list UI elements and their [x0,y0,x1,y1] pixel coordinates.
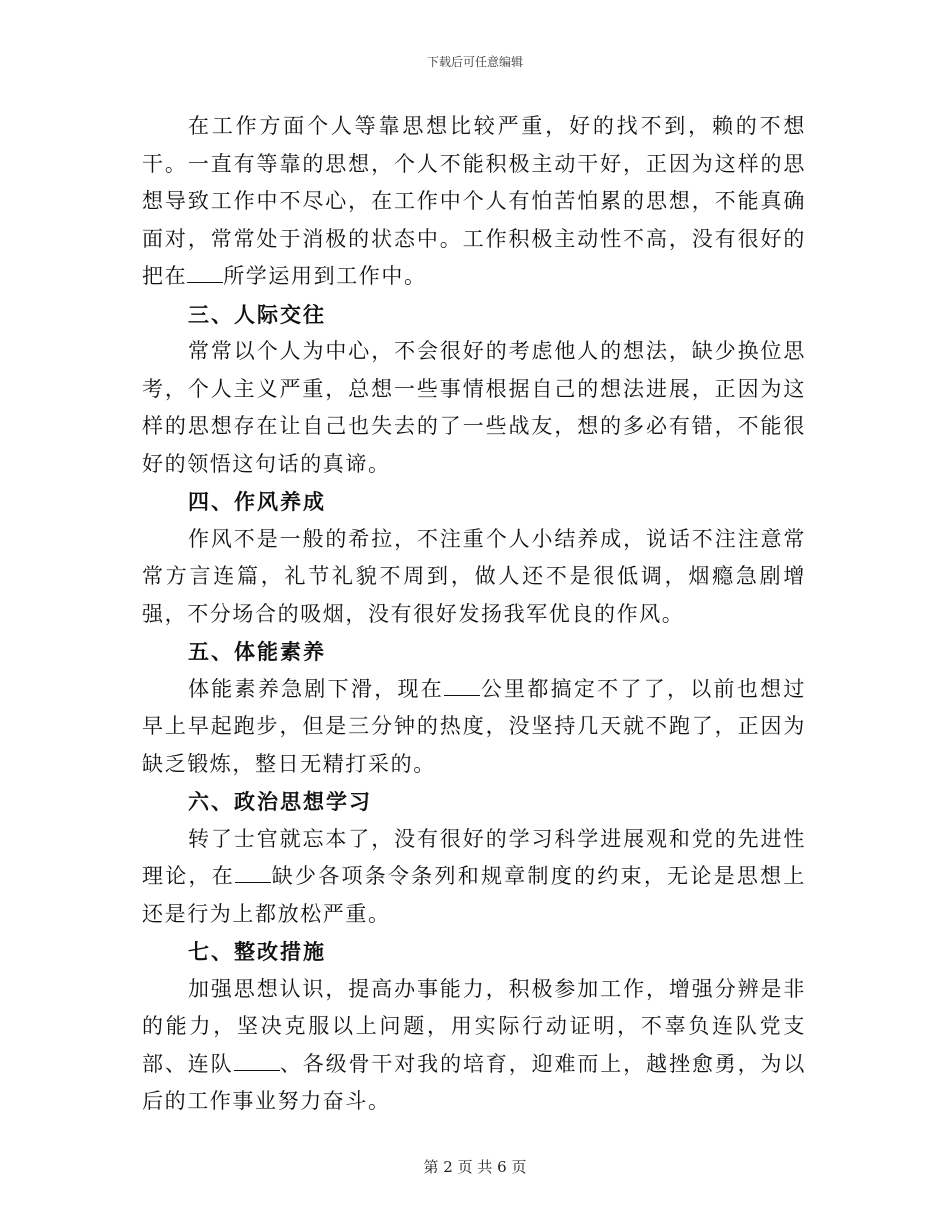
fill-in-blank [187,264,223,283]
work-paragraph [142,108,806,296]
section-heading-rectification: 七、整改措施 [188,939,326,964]
rectification-paragraph-text-a: 加强思想认识，提高办事能力，积极参加工作，增强分辨是非的能力，坚决克服以上问题，用实际行动证明，不辜负连队党支部、连队 [142,976,806,1076]
work-paragraph-text-a: 在工作方面个人等靠思想比较严重，好的找不到，赖的不想干。一直有等靠的思想，个人不能积极主动干好，正因为这样的思想导致工作中不尽心，在工作中个人有怕苦怕累的思想，不能真确面对，常常处于消极的状态中。工作积极主动性不高，没有很好的把在 [142,114,806,288]
section-heading-fitness: 五、体能素养 [188,639,326,664]
fill-in-blank [444,677,480,696]
fill-in-blank [234,1052,280,1071]
fitness-paragraph-text-a: 体能素养急剧下滑，现在 [188,676,445,701]
political-study-paragraph-text-b: 缺少各项条令条列和规章制度的约束，无论是思想上还是行为上都放松严重。 [142,864,806,926]
work-paragraph-text-b: 所学运用到工作中。 [223,264,427,288]
conduct-paragraph: 作风不是一般的希拉，不注重个人小结养成，说话不注注意常常方言连篇，礼节礼貌不周到，做人还不是很低调，烟瘾急剧增强，不分场合的吸烟，没有很好发扬我军优良的作风。 [142,526,806,626]
political-study-paragraph-text-a: 转了士官就忘本了，没有很好的学习科学进展观和党的先进性理论，在 [142,826,806,888]
page-header-note: 下载后可任意编辑 [426,55,523,69]
fitness-paragraph [142,671,806,784]
section-heading-conduct: 四、作风养成 [188,489,326,514]
fitness-paragraph-text-b: 公里都搞定不了了，以前也想过早上早起跑步，但是三分钟的热度，没坚持几天就不跑了，正因为缺乏锻炼，整日无精打采的。 [142,676,806,776]
page-number: 第 2 页 共 6 页 [423,1158,527,1176]
interpersonal-paragraph: 常常以个人为中心，不会很好的考虑他人的想法，缺少换位思考，个人主义严重，总想一些事情根据自己的想法进展，正因为这样的思想存在让自己也失去的了一些战友，想的多必有错，不能很好的领悟这句话的真谛。 [142,339,806,476]
political-study-paragraph [142,821,806,934]
fill-in-blank [235,864,271,883]
document-body [142,108,806,1121]
rectification-paragraph-text-b: 、各级骨干对我的培育，迎难而上，越挫愈勇，为以后的工作事业努力奋斗。 [142,1051,806,1113]
section-heading-political-study: 六、政治思想学习 [188,789,372,814]
section-heading-interpersonal: 三、人际交往 [188,301,326,327]
rectification-paragraph [142,971,806,1121]
